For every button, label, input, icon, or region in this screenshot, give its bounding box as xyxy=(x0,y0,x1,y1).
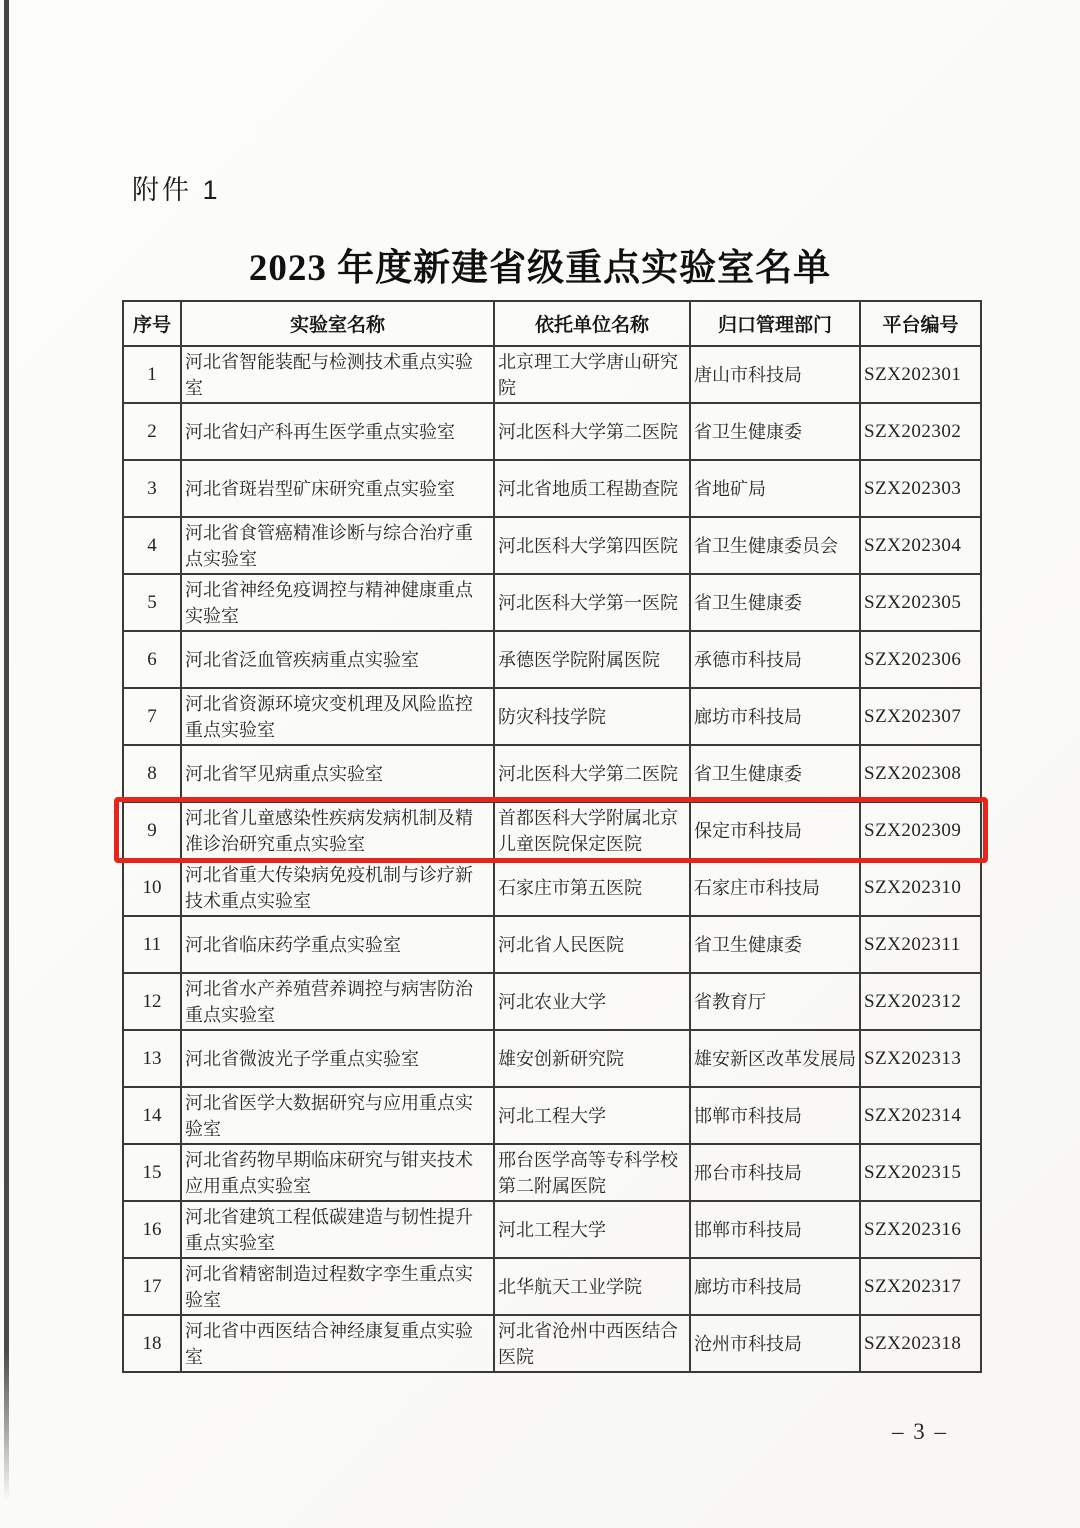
cell-dept: 雄安新区改革发展局 xyxy=(690,1030,860,1087)
header-cell-code: 平台编号 xyxy=(860,301,981,346)
cell-dept: 省卫生健康委 xyxy=(690,745,860,802)
cell-code: SZX202314 xyxy=(860,1087,981,1144)
cell-code: SZX202308 xyxy=(860,745,981,802)
cell-no: 8 xyxy=(123,745,181,802)
cell-unit: 河北省地质工程勘查院 xyxy=(494,460,690,517)
cell-no: 10 xyxy=(123,859,181,916)
cell-no: 6 xyxy=(123,631,181,688)
cell-unit: 河北工程大学 xyxy=(494,1201,690,1258)
cell-unit: 河北省人民医院 xyxy=(494,916,690,973)
table-row xyxy=(123,916,981,973)
cell-no: 2 xyxy=(123,403,181,460)
cell-no: 18 xyxy=(123,1315,181,1372)
cell-lab: 河北省食管癌精准诊断与综合治疗重点实验室 xyxy=(181,517,494,574)
table-row xyxy=(123,574,981,631)
cell-unit: 防灾科技学院 xyxy=(494,688,690,745)
cell-code: SZX202310 xyxy=(860,859,981,916)
cell-no: 16 xyxy=(123,1201,181,1258)
cell-unit: 河北农业大学 xyxy=(494,973,690,1030)
cell-dept: 廊坊市科技局 xyxy=(690,1258,860,1315)
cell-lab: 河北省神经免疫调控与精神健康重点实验室 xyxy=(181,574,494,631)
cell-unit: 石家庄市第五医院 xyxy=(494,859,690,916)
table-row xyxy=(123,859,981,916)
laboratory-table xyxy=(122,300,982,1373)
cell-no: 13 xyxy=(123,1030,181,1087)
cell-lab: 河北省微波光子学重点实验室 xyxy=(181,1030,494,1087)
cell-dept: 邢台市科技局 xyxy=(690,1144,860,1201)
table-row xyxy=(123,1315,981,1372)
table-row-highlighted xyxy=(123,802,981,859)
cell-unit: 河北工程大学 xyxy=(494,1087,690,1144)
cell-lab: 河北省建筑工程低碳建造与韧性提升重点实验室 xyxy=(181,1201,494,1258)
header-cell-unit: 依托单位名称 xyxy=(494,301,690,346)
cell-unit: 河北医科大学第四医院 xyxy=(494,517,690,574)
cell-dept: 省卫生健康委 xyxy=(690,574,860,631)
cell-unit: 邢台医学高等专科学校第二附属医院 xyxy=(494,1144,690,1201)
cell-code: SZX202309 xyxy=(860,802,981,859)
cell-no: 14 xyxy=(123,1087,181,1144)
cell-no: 17 xyxy=(123,1258,181,1315)
cell-dept: 廊坊市科技局 xyxy=(690,688,860,745)
cell-lab: 河北省重大传染病免疫机制与诊疗新技术重点实验室 xyxy=(181,859,494,916)
header-cell-lab: 实验室名称 xyxy=(181,301,494,346)
cell-code: SZX202311 xyxy=(860,916,981,973)
cell-code: SZX202307 xyxy=(860,688,981,745)
cell-dept: 省教育厅 xyxy=(690,973,860,1030)
cell-lab: 河北省药物早期临床研究与钳夹技术应用重点实验室 xyxy=(181,1144,494,1201)
cell-code: SZX202317 xyxy=(860,1258,981,1315)
table-row xyxy=(123,973,981,1030)
cell-code: SZX202312 xyxy=(860,973,981,1030)
cell-code: SZX202313 xyxy=(860,1030,981,1087)
cell-unit: 河北医科大学第二医院 xyxy=(494,403,690,460)
cell-lab: 河北省中西医结合神经康复重点实验室 xyxy=(181,1315,494,1372)
table-row xyxy=(123,745,981,802)
cell-code: SZX202318 xyxy=(860,1315,981,1372)
cell-code: SZX202306 xyxy=(860,631,981,688)
cell-lab: 河北省精密制造过程数字孪生重点实验室 xyxy=(181,1258,494,1315)
laboratory-table-container xyxy=(122,300,980,1373)
cell-no: 9 xyxy=(123,802,181,859)
cell-code: SZX202303 xyxy=(860,460,981,517)
cell-lab: 河北省医学大数据研究与应用重点实验室 xyxy=(181,1087,494,1144)
cell-no: 7 xyxy=(123,688,181,745)
cell-code: SZX202302 xyxy=(860,403,981,460)
cell-no: 15 xyxy=(123,1144,181,1201)
cell-lab: 河北省斑岩型矿床研究重点实验室 xyxy=(181,460,494,517)
cell-code: SZX202315 xyxy=(860,1144,981,1201)
cell-unit: 北华航天工业学院 xyxy=(494,1258,690,1315)
cell-unit: 雄安创新研究院 xyxy=(494,1030,690,1087)
page-number: – 3 – xyxy=(892,1419,948,1444)
attachment-label: 附件 1 xyxy=(132,175,221,205)
table-row xyxy=(123,1201,981,1258)
cell-lab: 河北省儿童感染性疾病发病机制及精准诊治研究重点实验室 xyxy=(181,802,494,859)
cell-no: 1 xyxy=(123,346,181,403)
cell-lab: 河北省临床药学重点实验室 xyxy=(181,916,494,973)
cell-lab: 河北省罕见病重点实验室 xyxy=(181,745,494,802)
header-cell-no: 序号 xyxy=(123,301,181,346)
cell-no: 3 xyxy=(123,460,181,517)
cell-no: 12 xyxy=(123,973,181,1030)
cell-dept: 保定市科技局 xyxy=(690,802,860,859)
cell-dept: 省卫生健康委 xyxy=(690,403,860,460)
cell-no: 5 xyxy=(123,574,181,631)
cell-dept: 沧州市科技局 xyxy=(690,1315,860,1372)
table-row xyxy=(123,460,981,517)
header-cell-dept: 归口管理部门 xyxy=(690,301,860,346)
scanner-edge-artifact xyxy=(4,0,9,1500)
table-row xyxy=(123,517,981,574)
cell-dept: 唐山市科技局 xyxy=(690,346,860,403)
table-row xyxy=(123,403,981,460)
cell-unit: 首都医科大学附属北京儿童医院保定医院 xyxy=(494,802,690,859)
cell-unit: 承德医学院附属医院 xyxy=(494,631,690,688)
table-header-row xyxy=(123,301,981,346)
table-row xyxy=(123,688,981,745)
cell-lab: 河北省智能装配与检测技术重点实验室 xyxy=(181,346,494,403)
cell-code: SZX202304 xyxy=(860,517,981,574)
cell-unit: 河北省沧州中西医结合医院 xyxy=(494,1315,690,1372)
cell-code: SZX202316 xyxy=(860,1201,981,1258)
cell-lab: 河北省泛血管疾病重点实验室 xyxy=(181,631,494,688)
cell-dept: 石家庄市科技局 xyxy=(690,859,860,916)
table-row xyxy=(123,631,981,688)
cell-no: 4 xyxy=(123,517,181,574)
table-row xyxy=(123,1144,981,1201)
document-title: 2023 年度新建省级重点实验室名单 xyxy=(248,248,832,289)
cell-unit: 河北医科大学第二医院 xyxy=(494,745,690,802)
cell-unit: 河北医科大学第一医院 xyxy=(494,574,690,631)
table-row xyxy=(123,346,981,403)
cell-dept: 省地矿局 xyxy=(690,460,860,517)
cell-no: 11 xyxy=(123,916,181,973)
lab-table-body xyxy=(123,346,981,1372)
cell-dept: 承德市科技局 xyxy=(690,631,860,688)
cell-dept: 邯郸市科技局 xyxy=(690,1087,860,1144)
table-row xyxy=(123,1258,981,1315)
cell-dept: 省卫生健康委员会 xyxy=(690,517,860,574)
cell-unit: 北京理工大学唐山研究院 xyxy=(494,346,690,403)
cell-lab: 河北省妇产科再生医学重点实验室 xyxy=(181,403,494,460)
table-row xyxy=(123,1030,981,1087)
cell-dept: 邯郸市科技局 xyxy=(690,1201,860,1258)
table-row xyxy=(123,1087,981,1144)
cell-code: SZX202305 xyxy=(860,574,981,631)
cell-lab: 河北省水产养殖营养调控与病害防治重点实验室 xyxy=(181,973,494,1030)
cell-dept: 省卫生健康委 xyxy=(690,916,860,973)
cell-code: SZX202301 xyxy=(860,346,981,403)
cell-lab: 河北省资源环境灾变机理及风险监控重点实验室 xyxy=(181,688,494,745)
